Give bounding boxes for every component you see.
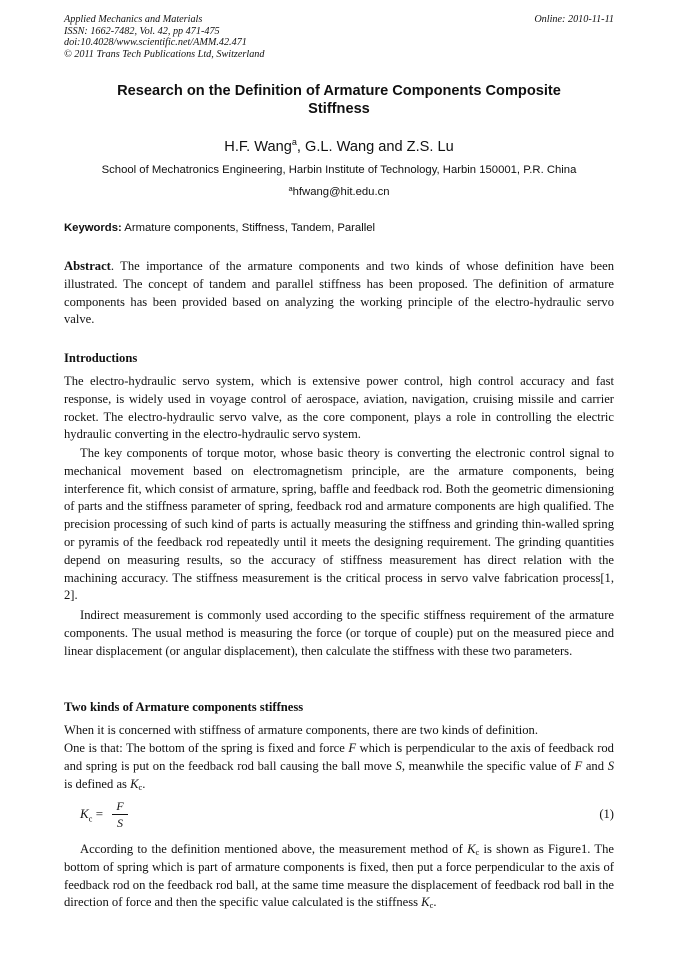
equation-denominator: S [117, 816, 123, 830]
copyright: © 2011 Trans Tech Publications Ltd, Switzerland [64, 48, 265, 60]
issn: ISSN: 1662-7482, Vol. 42, pp 471-475 [64, 25, 220, 37]
equation-lhs-subscript: c [88, 813, 93, 824]
keywords-label: Keywords: [64, 222, 122, 234]
title-line-2: Stiffness [308, 101, 370, 117]
symbol-subscript: c [475, 847, 480, 857]
equation-number: (1) [599, 807, 614, 821]
journal-meta [64, 14, 264, 60]
equation-fraction [112, 798, 128, 831]
intro-paragraph-1: The electro-hydraulic servo system, which is extensive power control, high control accuracy and fast response, is widely used in voyage control of aerospace, aviation, navigation, cruising missile and carrier rocket. The electro-hydraulic servo valve, as the core component, plays a role in controlling the electric hydraulic converting in the electro-hydraulic servo system. [64, 374, 614, 442]
author-rest: , G.L. Wang and Z.S. Lu [296, 139, 454, 155]
title-line-1: Research on the Definition of Armature Components Composite [117, 83, 561, 99]
section-heading-introductions: Introductions [64, 351, 138, 365]
symbol-subscript: c [138, 781, 143, 792]
equation-equals: = [92, 806, 104, 821]
abstract [64, 258, 614, 329]
symbol-K: K [130, 776, 139, 791]
equation-lhs-symbol: K [80, 806, 89, 821]
symbol-F: F [574, 758, 583, 773]
journal-name: Applied Mechanics and Materials [64, 14, 203, 25]
abstract-text: . The importance of the armature components and two kinds of whose definition have been illustrated. The concept of tandem and parallel stiffness has been proposed. The definition of armature components has been provided based on analyzing the working principle of the electro-hydraulic servo valve. [64, 259, 614, 327]
intro-paragraph-3: Indirect measurement is commonly used according to the specific stiffness requirement of the armature components. The usual method is measuring the force (or torque of couple) put on the measured piece and linear displacement (or angular displacement), then calculate the stiffness with these two parameters. [64, 608, 614, 658]
abstract-label: Abstract [64, 259, 111, 273]
author-email [64, 185, 614, 199]
paper-title [64, 82, 614, 118]
equation-numerator: F [112, 798, 128, 815]
equation-1 [80, 798, 614, 834]
author-list [64, 138, 614, 156]
text-run: , meanwhile the specific value of [401, 758, 575, 773]
online-date: Online: 2010-11-11 [534, 14, 614, 25]
text-run: is defined as [64, 776, 131, 791]
text-run: is shown as Figure1. The bottom of spring which is part of armature components is fixed, then put a force perpendicular to the axis of feedback rod on the feedback rod ball, at the same time measure the displacement of feedback rod ball in the direction of force and then the specific value calculated is the stiffness [64, 842, 614, 910]
two-kinds-paragraph-1: When it is concerned with stiffness of armature components, there are two kinds of definition. [64, 723, 538, 737]
email-mark: a [288, 184, 293, 193]
symbol-subscript: c [429, 900, 434, 911]
text-run: One is that: The bottom of the spring is fixed and force [64, 741, 349, 755]
text-run: and [582, 758, 608, 773]
keywords [64, 221, 614, 235]
affiliation: School of Mechatronics Engineering, Harbin Institute of Technology, Harbin 150001, P.R. China [101, 164, 577, 176]
email-address: hfwang@hit.edu.cn [292, 186, 390, 198]
two-kinds-paragraph-2 [64, 740, 614, 793]
text-run: which is perpendicular to the axis of feedback rod and spring is put on the feedback rod ball causing the ball move [64, 741, 614, 773]
doi: doi:10.4028/www.scientific.net/AMM.42.471 [64, 37, 247, 49]
section-heading-two-kinds: Two kinds of Armature components stiffness [64, 700, 304, 714]
author-first: H.F. Wang [224, 139, 292, 155]
symbol-K: K [421, 895, 430, 910]
symbol-F: F [348, 741, 357, 755]
text-run: . [142, 776, 146, 791]
keywords-text: Armature components, Stiffness, Tandem, Parallel [121, 222, 376, 234]
symbol-S: S [395, 758, 402, 773]
symbol-S: S [607, 758, 614, 773]
intro-paragraph-2: The key components of torque motor, whose basic theory is converting the electronic control signal to mechanical movement based on electromagnetism principle, are the armature components, being interference fit, which consist of armature, spring, baffle and feedback rod. Both the geometric dimensioning of parts and the stiffness parameter of spring, feedback rod and armature components are high qualified. The precision processing of such kind of parts is actually measuring the stiffness and grinding thin-walled spring or pyramis of the feedback rod repeatedly until it meets the designing requirement. The grinding quantities depend on measuring results, so the accuracy of stiffness measurement has direct relation with the machining accuracy. The stiffness measurement is the critical process in servo valve fabrication process[1, 2]. [64, 446, 614, 603]
text-run: According to the definition mentioned above, the measurement method of [80, 842, 468, 856]
two-kinds-paragraph-3 [64, 841, 614, 912]
equation-lhs [80, 806, 103, 824]
text-run: . [433, 895, 437, 910]
author-first-mark: a [291, 137, 297, 147]
symbol-K: K [467, 842, 476, 856]
